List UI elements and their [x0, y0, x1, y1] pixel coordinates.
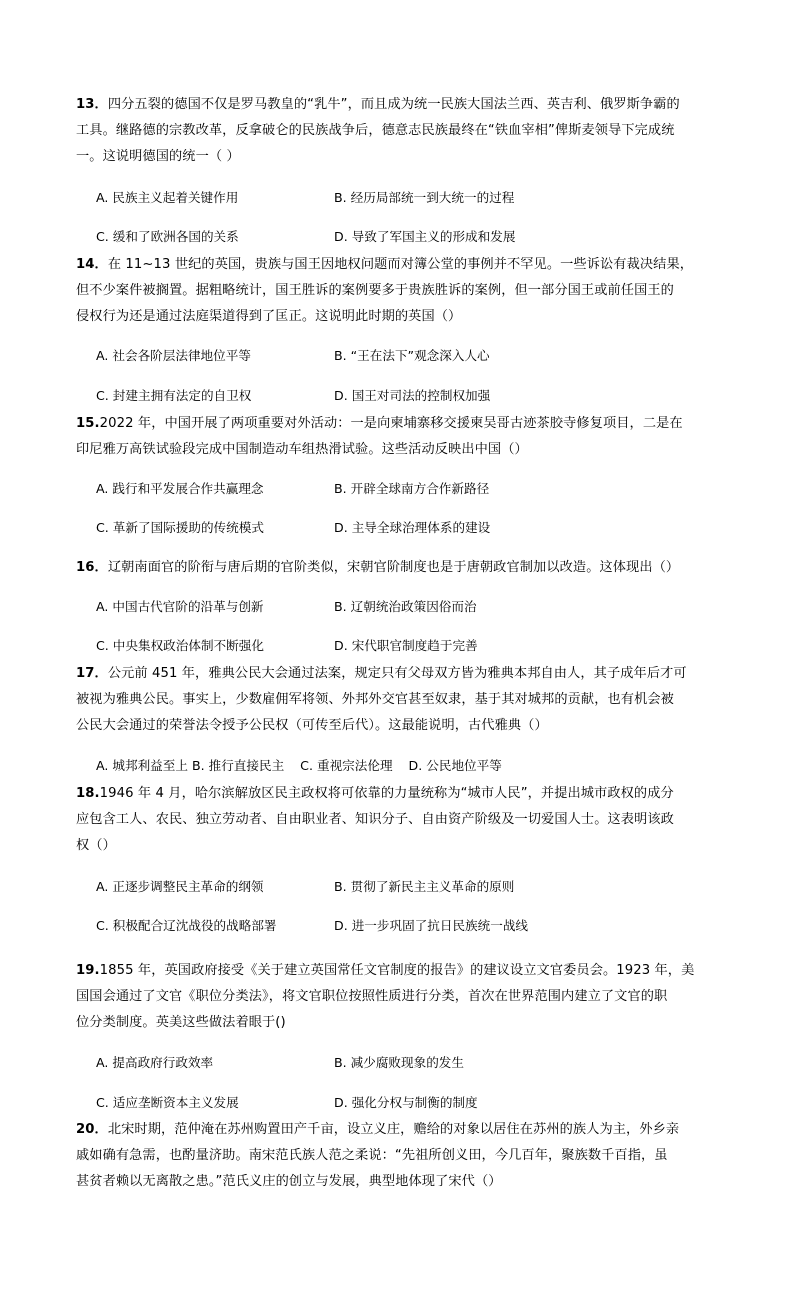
question-18-option-b[interactable]: B. 贯彻了新民主主义革命的原则: [334, 879, 515, 894]
question-13-number: 13．: [76, 97, 108, 112]
question-18-option-c[interactable]: C. 积极配合辽沈战役的战略部署: [96, 918, 277, 933]
question-18-line-2: 应包含工人、农民、独立劳动者、自由职业者、知识分子、自由资产阶级及一切爱国人士。这表明该政: [76, 812, 674, 827]
question-15-option-d[interactable]: D. 主导全球治理体系的建设: [334, 520, 491, 535]
question-15-line-1: 15.2022 年，中国开展了两项重要对外活动：一是向柬埔寨移交援柬吴哥古迹茶胶寺修复项目，二是在: [76, 416, 683, 431]
question-15-option-b[interactable]: B. 开辟全球南方合作新路径: [334, 481, 490, 496]
question-16-option-a[interactable]: A. 中国古代官阶的沿革与创新: [96, 599, 264, 614]
question-15-number: 15.: [76, 416, 100, 431]
question-18-option-a[interactable]: A. 正逐步调整民主革命的纲领: [96, 879, 264, 894]
question-13-option-b[interactable]: B. 经历局部统一到大统一的过程: [334, 190, 515, 205]
question-16-number: 16．: [76, 560, 108, 575]
question-17-number: 17．: [76, 666, 108, 681]
question-14-option-b[interactable]: B. “王在法下”观念深入人心: [334, 348, 490, 363]
question-19-line-1: 19.1855 年，英国政府接受《关于建立英国常任文官制度的报告》的建议设立文官委员会。1923 年，美: [76, 963, 695, 978]
question-16-option-d[interactable]: D. 宋代职官制度趋于完善: [334, 638, 478, 653]
question-20-number: 20．: [76, 1122, 108, 1137]
question-13-option-c[interactable]: C. 缓和了欧洲各国的关系: [96, 229, 239, 244]
question-15-option-a[interactable]: A. 践行和平发展合作共赢理念: [96, 481, 264, 496]
question-17-line-3: 公民大会通过的荣誉法令授予公民权（可传至后代）。这最能说明，古代雅典（）: [76, 718, 548, 733]
question-19-option-b[interactable]: B. 减少腐败现象的发生: [334, 1055, 464, 1070]
question-15-line-2: 印尼雅万高铁试验段完成中国制造动车组热滑试验。这些活动反映出中国（）: [76, 442, 528, 457]
question-14-option-c[interactable]: C. 封建主拥有法定的自卫权: [96, 388, 252, 403]
question-18-option-d[interactable]: D. 进一步巩固了抗日民族统一战线: [334, 918, 529, 933]
question-17-options[interactable]: A. 城邦利益至上 B. 推行直接民主 C. 重视宗法伦理 D. 公民地位平等: [96, 758, 502, 773]
question-16-line-1: 16．辽朝南面官的阶衔与唐后期的官阶类似，宋朝官阶制度也是于唐朝政官制加以改造。这体现出（）: [76, 560, 680, 575]
question-18-line-1: 18.1946 年 4 月，哈尔滨解放区民主政权将可依靠的力量统称为“城市人民”，并提出城市政权的成分: [76, 786, 674, 801]
question-13-line-3: 一。这说明德国的统一（ ）: [76, 149, 240, 164]
question-19-number: 19.: [76, 963, 100, 978]
question-14-line-2: 但不少案件被搁置。据粗略统计，国王胜诉的案例要多于贵族胜诉的案例，但一部分国王或前任国王的: [76, 283, 674, 298]
question-16-option-b[interactable]: B. 辽朝统治政策因俗而治: [334, 599, 477, 614]
question-14-line-1: 14．在 11~13 世纪的英国，贵族与国王因地权问题而对簿公堂的事例并不罕见。一些诉讼有裁决结果，: [76, 257, 694, 272]
question-15-option-c[interactable]: C. 革新了国际援助的传统模式: [96, 520, 264, 535]
question-20-line-1: 20．北宋时期，范仲淹在苏州购置田产千亩，设立义庄，赡给的对象以居住在苏州的族人为主，外乡亲: [76, 1122, 680, 1137]
question-19-line-3: 位分类制度。英美这些做法着眼于(): [76, 1015, 286, 1030]
question-18-line-3: 权（）: [76, 838, 116, 853]
question-17-line-1: 17．公元前 451 年，雅典公民大会通过法案，规定只有父母双方皆为雅典本邦自由人，其子成年后才可: [76, 666, 687, 681]
question-13-option-d[interactable]: D. 导致了军国主义的形成和发展: [334, 229, 516, 244]
question-14-option-d[interactable]: D. 国王对司法的控制权加强: [334, 388, 491, 403]
question-13-line-1: 13．四分五裂的德国不仅是罗马教皇的“乳牛”，而且成为统一民族大国法兰西、英吉利、俄罗斯争霸的: [76, 97, 680, 112]
question-18-number: 18.: [76, 786, 100, 801]
question-16-option-c[interactable]: C. 中央集权政治体制不断强化: [96, 638, 264, 653]
question-13-option-a[interactable]: A. 民族主义起着关键作用: [96, 190, 239, 205]
question-14-line-3: 侵权行为还是通过法庭渠道得到了匡正。这说明此时期的英国（）: [76, 309, 462, 324]
question-14-option-a[interactable]: A. 社会各阶层法律地位平等: [96, 348, 251, 363]
question-17-line-2: 被视为雅典公民。事实上，少数雇佣军将领、外邦外交官甚至奴隶，基于其对城邦的贡献，也有机会被: [76, 692, 674, 707]
question-14-number: 14．: [76, 257, 108, 272]
question-19-line-2: 国国会通过了文官《职位分类法》，将文官职位按照性质进行分类，首次在世界范围内建立了文官的职: [76, 989, 668, 1004]
question-20-line-3: 甚贫者赖以无离散之患。”范氏义庄的创立与发展，典型地体现了宋代（）: [76, 1174, 502, 1189]
question-20-line-2: 戚如确有急需，也酌量济助。南宋范氏族人范之柔说：“先祖所创义田，今几百年，聚族数千百指，虽: [76, 1148, 668, 1163]
question-19-option-d[interactable]: D. 强化分权与制衡的制度: [334, 1095, 478, 1110]
question-13-line-2: 工具。继路德的宗教改革，反拿破仑的民族战争后，德意志民族最终在“铁血宰相”俾斯麦领导下完成统: [76, 123, 675, 138]
question-19-option-c[interactable]: C. 适应垄断资本主义发展: [96, 1095, 239, 1110]
question-19-option-a[interactable]: A. 提高政府行政效率: [96, 1055, 214, 1070]
